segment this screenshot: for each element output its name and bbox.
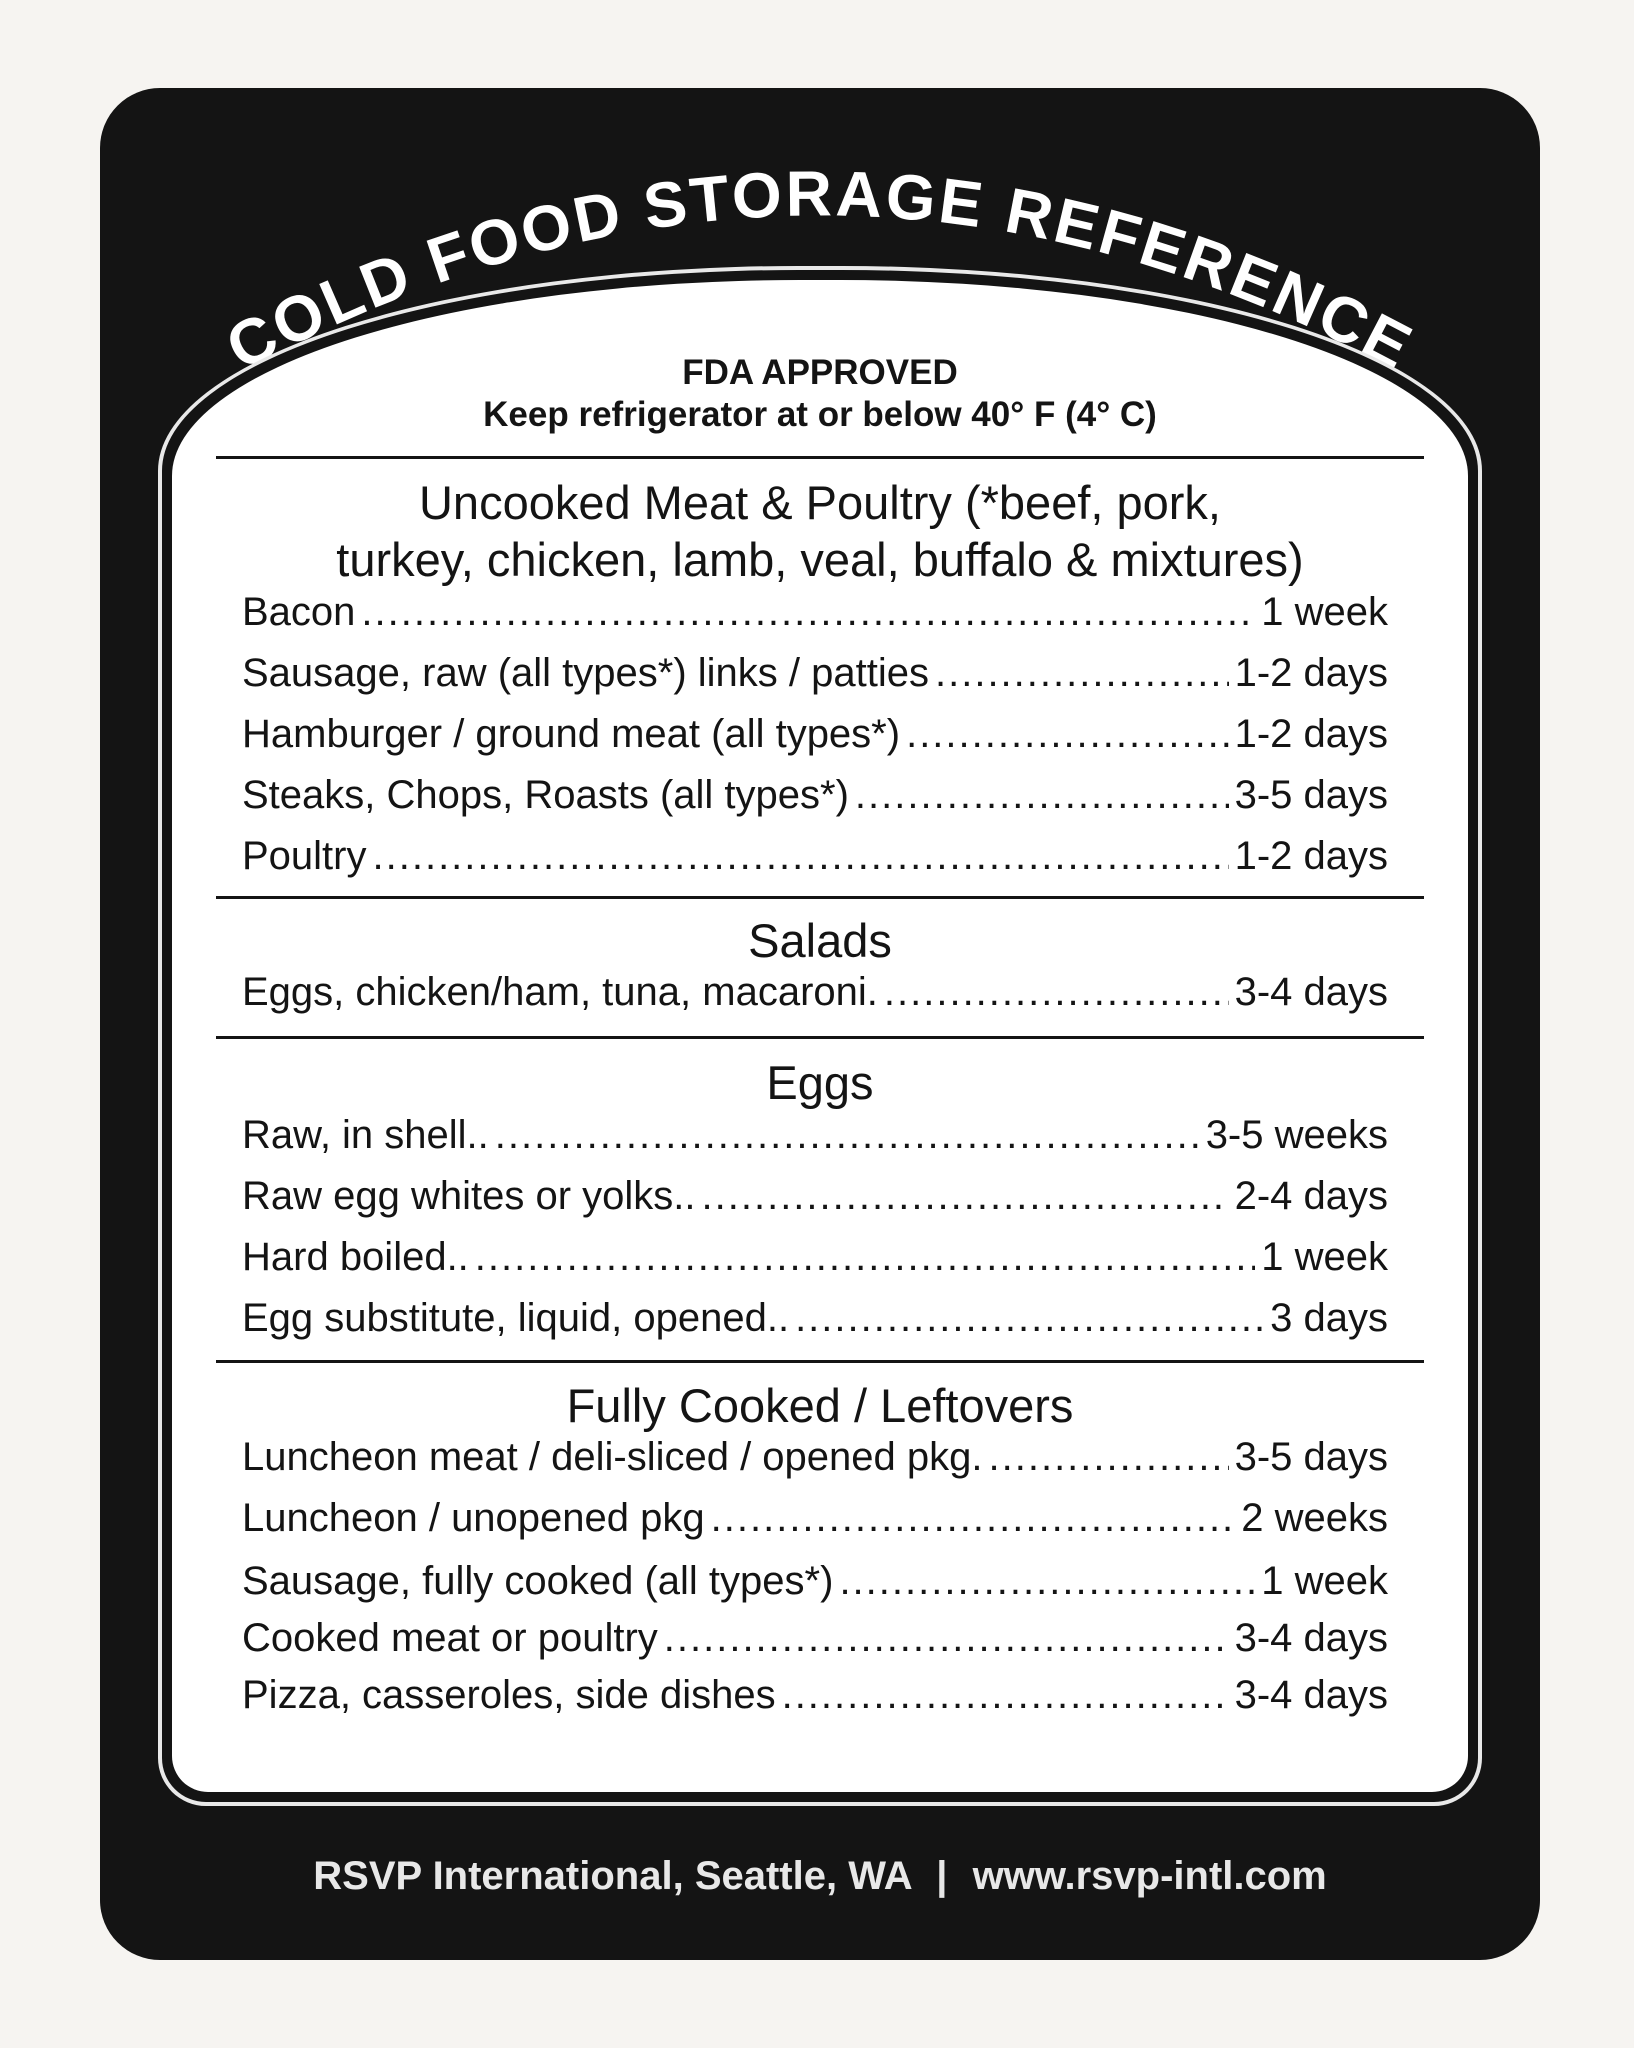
food-name: Steaks, Chops, Roasts (all types*) — [242, 773, 849, 817]
storage-reference-card — [100, 88, 1540, 1960]
storage-time: 3-5 days — [1234, 1435, 1388, 1479]
leader-dots — [935, 651, 1229, 696]
leader-dots — [475, 1235, 1255, 1280]
food-name: Sausage, fully cooked (all types*) — [242, 1559, 834, 1603]
storage-time: 1 week — [1261, 1559, 1388, 1603]
temperature-instruction: Keep refrigerator at or below 40° F (4° C) — [483, 395, 1157, 434]
leader-dots — [664, 1616, 1229, 1661]
section-subtitle-uncooked-meat: turkey, chicken, lamb, veal, buffalo & mixtures) — [336, 533, 1304, 586]
leader-dots — [989, 1435, 1229, 1480]
list-item — [242, 651, 1388, 703]
storage-time: 3-4 days — [1234, 1673, 1388, 1717]
list-item — [242, 590, 1388, 642]
food-name: Poultry — [242, 834, 367, 878]
storage-time: 3 days — [1270, 1296, 1388, 1340]
footer — [100, 1854, 1540, 1899]
card-title: COLD FOOD STORAGE REFERENCE — [214, 157, 1426, 384]
list-item — [242, 1496, 1388, 1548]
approval-block — [172, 352, 1468, 436]
divider — [216, 1360, 1424, 1363]
list-item — [242, 1235, 1388, 1287]
website-link[interactable]: www.rsvp-intl.com — [972, 1854, 1327, 1898]
leader-dots — [855, 773, 1229, 818]
list-item — [242, 773, 1388, 825]
food-name: Hard boiled.. — [242, 1235, 469, 1279]
storage-time: 1-2 days — [1234, 712, 1388, 756]
company-name: RSVP International, Seattle, WA — [313, 1854, 912, 1898]
storage-time: 3-5 weeks — [1205, 1113, 1388, 1157]
food-name: Luncheon / unopened pkg — [242, 1496, 705, 1540]
storage-time: 1-2 days — [1234, 834, 1388, 878]
leader-dots — [795, 1296, 1264, 1341]
storage-time: 3-5 days — [1234, 773, 1388, 817]
food-name: Cooked meat or poultry — [242, 1616, 658, 1660]
list-item — [242, 834, 1388, 886]
leader-dots — [839, 1559, 1255, 1604]
leader-dots — [884, 970, 1229, 1015]
food-name: Raw, in shell.. — [242, 1113, 489, 1157]
divider — [216, 1036, 1424, 1039]
food-name: Sausage, raw (all types*) links / patties — [242, 651, 929, 695]
storage-time: 1 week — [1261, 590, 1388, 634]
divider — [216, 456, 1424, 459]
section-title-cooked-leftovers: Fully Cooked / Leftovers — [566, 1379, 1074, 1432]
section-title-salads: Salads — [748, 914, 892, 967]
leader-dots — [906, 712, 1229, 757]
food-name: Egg substitute, liquid, opened.. — [242, 1296, 790, 1340]
food-name: Bacon — [242, 590, 356, 634]
storage-time: 3-4 days — [1234, 1616, 1388, 1660]
leader-dots — [702, 1174, 1229, 1219]
food-name: Eggs, chicken/ham, tuna, macaroni. — [242, 970, 878, 1014]
list-item — [242, 1435, 1388, 1487]
list-item — [242, 1296, 1388, 1348]
list-item — [242, 1616, 1388, 1668]
fda-approved: FDA APPROVED — [682, 353, 958, 392]
list-item — [242, 1113, 1388, 1165]
list-item — [242, 1174, 1388, 1226]
section-title-eggs: Eggs — [766, 1056, 874, 1109]
footer-separator: | — [936, 1854, 948, 1898]
storage-time: 2-4 days — [1234, 1174, 1388, 1218]
list-item — [242, 970, 1388, 1022]
storage-time: 1-2 days — [1234, 651, 1388, 695]
list-item — [242, 1673, 1388, 1725]
leader-dots — [373, 834, 1229, 879]
section-title-uncooked-meat: Uncooked Meat & Poultry (*beef, pork, — [418, 476, 1221, 529]
divider — [216, 896, 1424, 899]
food-name: Pizza, casseroles, side dishes — [242, 1673, 776, 1717]
food-name: Raw egg whites or yolks.. — [242, 1174, 696, 1218]
storage-time: 3-4 days — [1234, 970, 1388, 1014]
storage-time: 1 week — [1261, 1235, 1388, 1279]
list-item — [242, 712, 1388, 764]
leader-dots — [361, 590, 1255, 635]
leader-dots — [495, 1113, 1200, 1158]
food-name: Hamburger / ground meat (all types*) — [242, 712, 901, 756]
storage-time: 2 weeks — [1241, 1496, 1388, 1540]
leader-dots — [782, 1673, 1229, 1718]
reference-panel — [172, 280, 1468, 1792]
list-item — [242, 1559, 1388, 1611]
leader-dots — [711, 1496, 1236, 1541]
food-name: Luncheon meat / deli-sliced / opened pkg. — [242, 1435, 983, 1479]
